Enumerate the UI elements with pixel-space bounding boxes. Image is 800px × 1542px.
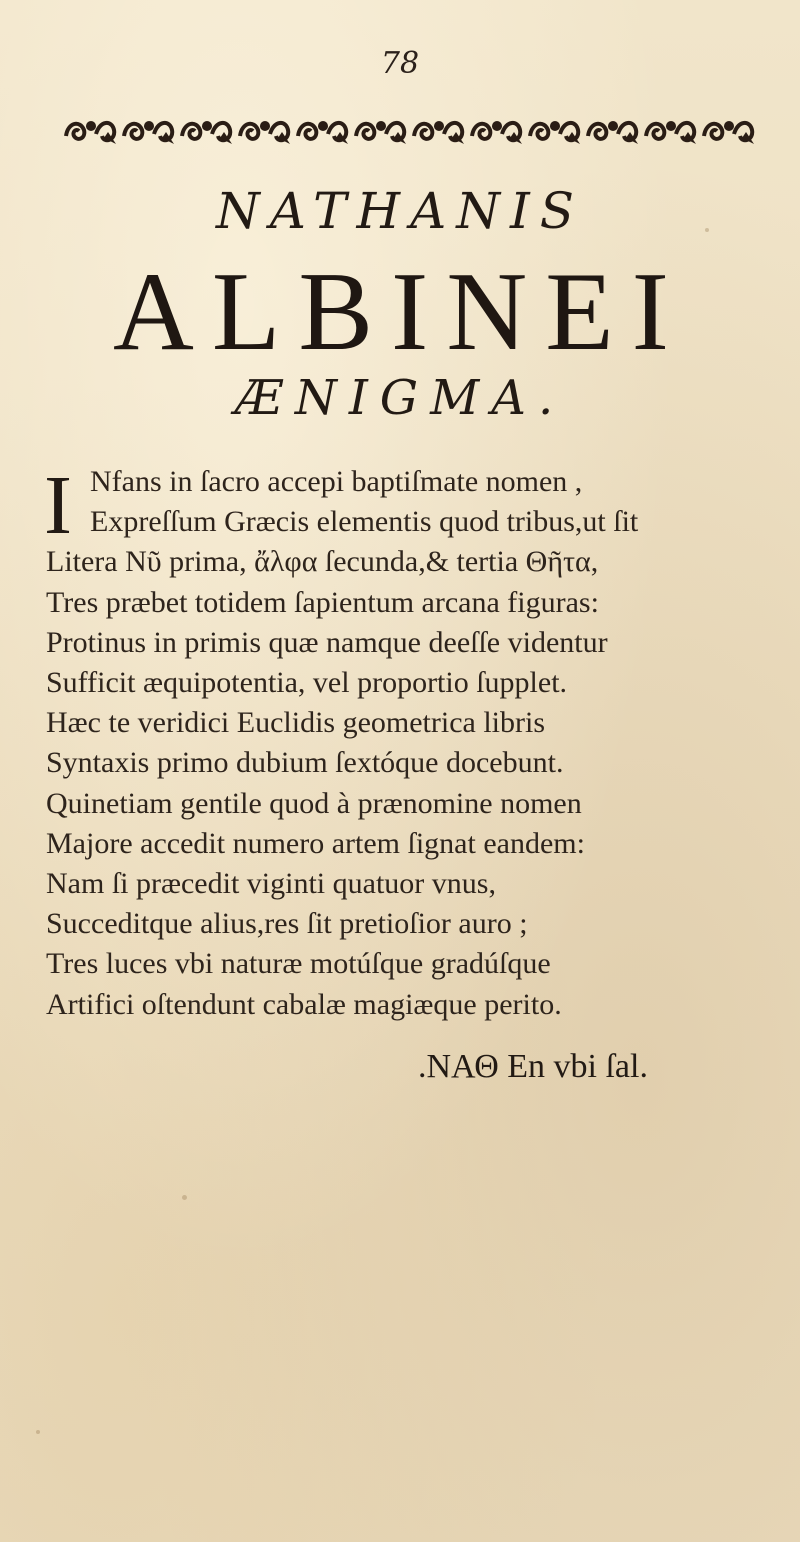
ornament-unit xyxy=(240,121,290,144)
signature-line: .ΝΑΘ En vbi ſal. xyxy=(418,1048,648,1085)
paper-spot xyxy=(705,228,709,232)
ornament-unit xyxy=(704,121,754,144)
poem-line: Sufficit æquipotentia, vel proportio ſupplet. xyxy=(46,666,568,700)
poem-line: Protinus in primis quæ namque deeſſe videntur xyxy=(46,625,608,659)
headpiece-ornament xyxy=(60,110,775,148)
poem-line: Artifici oſtendunt cabalæ magiæque perito. xyxy=(46,987,562,1021)
poem-line: Syntaxis primo dubium ſextóque docebunt. xyxy=(46,746,564,780)
paper-spot xyxy=(182,1195,187,1200)
poem-line: Nfans in ſacro accepi baptiſmate nomen , xyxy=(90,465,583,498)
poem-line: Succeditque alius,res ſit pretioſior auro ; xyxy=(46,907,528,941)
poem-line: Tres luces vbi naturæ motúſque gradúſque xyxy=(46,947,551,981)
ornament-unit xyxy=(414,121,464,144)
ornament-unit xyxy=(66,121,116,144)
ornament-unit xyxy=(588,121,638,144)
drop-cap: I xyxy=(44,459,72,552)
ornament-unit xyxy=(530,121,580,144)
poem xyxy=(44,459,776,1025)
ornament-unit xyxy=(298,121,348,144)
poem-line: Quinetiam gentile quod à prænomine nomen xyxy=(46,786,582,820)
poem-line: Hæc te veridici Euclidis geometrica libris xyxy=(46,706,546,740)
ornament-unit xyxy=(472,121,522,144)
ornament-unit xyxy=(124,121,174,144)
title-surname: ALBINEI xyxy=(113,250,687,374)
ornament-unit xyxy=(646,121,696,144)
ornament-unit xyxy=(182,121,232,144)
poem-line: Tres præbet totidem ſapientum arcana figuras: xyxy=(46,585,599,619)
poem-line: Majore accedit numero artem ſignat eandem: xyxy=(46,826,585,860)
title-given-name: NATHANIS xyxy=(216,182,584,240)
ornament-unit xyxy=(356,121,406,144)
poem-line: Nam ſi præcedit viginti quatuor vnus, xyxy=(46,867,496,901)
paper-spot xyxy=(36,1430,40,1434)
page-number: 78 xyxy=(380,46,420,81)
poem-line: Expreſſum Græcis elementis quod tribus,ut ſit xyxy=(90,505,639,539)
title-work: ÆNIGMA. xyxy=(234,370,566,426)
poem-line: Litera Νῦ prima, ἄλφα ſecunda,& tertia Θῆτα, xyxy=(46,545,599,579)
